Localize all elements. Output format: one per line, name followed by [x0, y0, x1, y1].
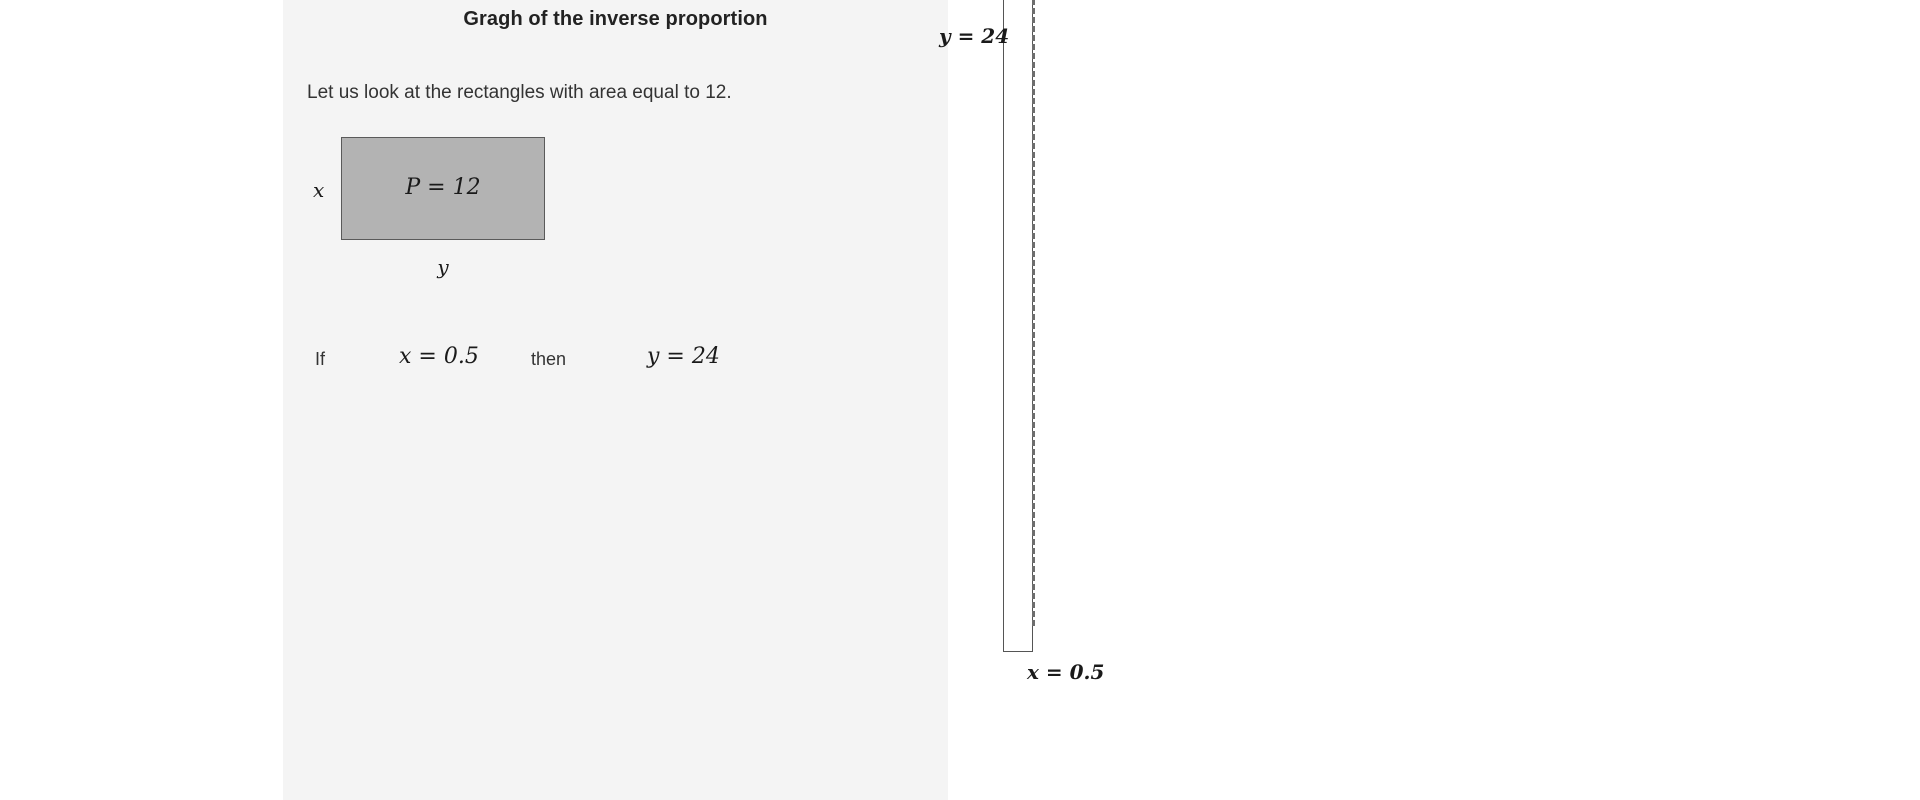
explanation-panel — [283, 0, 948, 800]
dashed-guide-line — [1032, 0, 1035, 626]
graph-y-value-label: y = 24 — [939, 24, 1010, 48]
rectangle-height-label: x — [313, 178, 325, 202]
condition-then-word: then — [531, 349, 567, 369]
condition-if-word: If — [315, 349, 326, 369]
graph-area — [939, 0, 1920, 800]
intro-text: Let us look at the rectangles with area equal to 12. — [307, 82, 732, 103]
rectangle-width-label: y — [437, 255, 449, 279]
graph-x-value-label: x = 0.5 — [1027, 660, 1105, 684]
tall-rectangle-bar — [1003, 0, 1033, 652]
rectangle-area-label: P = 12 — [405, 175, 481, 200]
condition-y-expression: y = 24 — [647, 344, 720, 369]
page-title: Gragh of the inverse proportion — [463, 8, 768, 30]
condition-x-expression: x = 0.5 — [399, 344, 479, 369]
condition-statement — [315, 340, 915, 376]
